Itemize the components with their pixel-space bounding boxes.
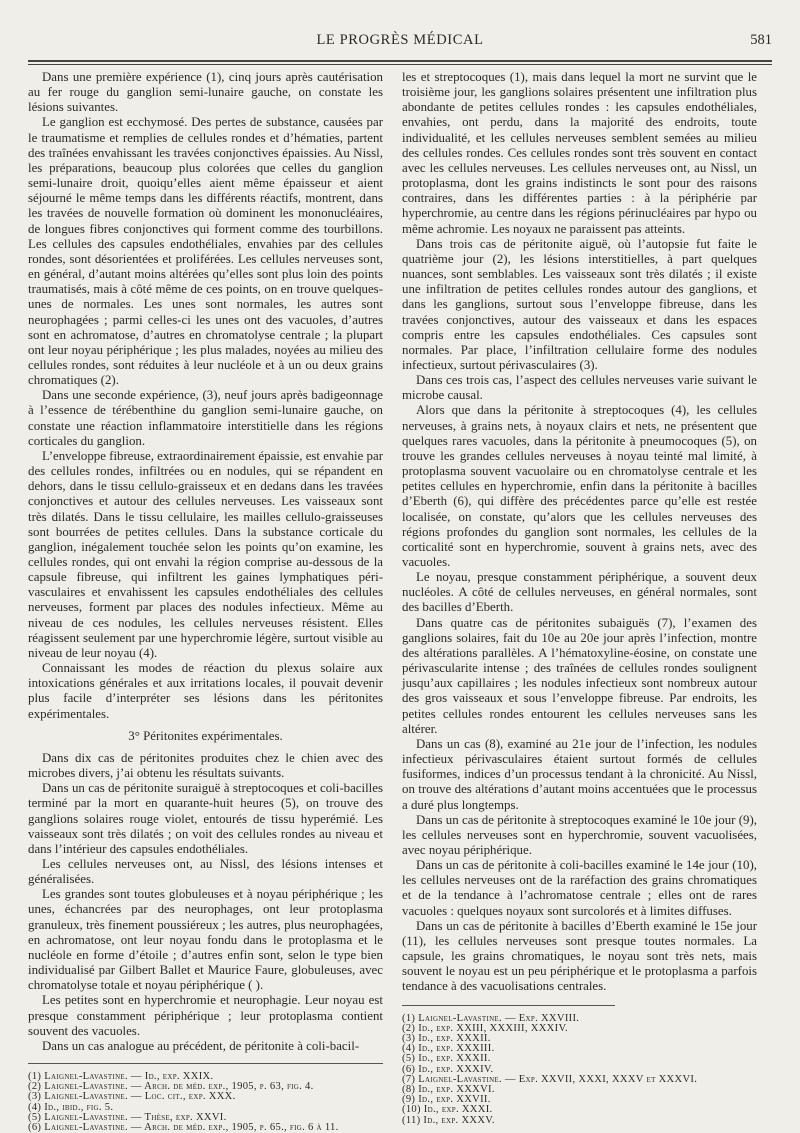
paragraph: Dans dix cas de péritonites produites chez le chien avec des microbes divers, j’ai obtenu les résultats suivants. xyxy=(28,750,383,781)
footnotes-right xyxy=(402,1014,757,1126)
page-number: 581 xyxy=(750,32,772,48)
running-title: LE PROGRÈS MÉDICAL xyxy=(316,32,484,48)
footnote: (4) Id., exp. XXXIII. xyxy=(402,1043,495,1055)
paragraph: Alors que dans la péritonite à streptocoques (4), les cellules nerveuses, à grains nets, à noyaux clairs et nets, ne présentent que quelques rares vacuoles, dans la péritonite à pneumocoques (5), on trouve les grandes cellules nerveuses à noyau teinté mal limité, à protoplasma souvent vacuolaire ou en chromatolyse centrale et les petites cellules en hyperchromie, enfin dans la péritonite à bacilles d’Eberth (6), qui diffère des précédentes parce qu’elle est restée localisée, on constate, qu’alors que les cellules nerveuses des régions profondes du ganglion sont normales, les cellules de la corticalité sont en hyperchromie, souvent à grains nets, avec des vacuoles. xyxy=(402,403,757,569)
footnote: (3) Id., exp. XXXII. xyxy=(402,1032,491,1044)
header-rule xyxy=(28,60,772,62)
paragraph: les et streptocoques (1), mais dans lequel la mort ne survint que le troisième jour, les ganglions solaires présentent une infiltration plus abondante de petites cellules rondes : les capsules endothéliales, envahies, ont perdu, dans la majorité des endroits, toute individualité, et les cellules nerveuses semblent semées au milieu des cellules rondes. Ces cellules rondes sont très souvent en contact avec les cellules nerveuses. Les cellules nerveuses ont, au Nissl, un protoplasma, dont les grains indistincts le sont pour des raisons contraires, dans les différentes parties : à la périphérie par hyperchromie, au centre dans les régions périnucléaires par hypo ou même achromie. Les noyaux ne paraissent pas atteints. xyxy=(402,70,757,236)
page-header xyxy=(28,32,772,54)
footnote: (5) Laignel-Lavastine. — Thèse, exp. XXVI. xyxy=(28,1111,227,1123)
left-column xyxy=(28,70,383,1133)
footnote: (2) Laignel-Lavastine. — Arch. de méd. exp., 1905, p. 63, fig. 4. xyxy=(28,1081,314,1093)
paragraph: Connaissant les modes de réaction du plexus solaire aux intoxications générales et aux irritations locales, il pouvait devenir plus facile d’interpréter ses lésions dans les péritonites expérimentales. xyxy=(28,661,383,721)
footnotes-left xyxy=(28,1072,383,1133)
paragraph: Dans un cas de péritonite à coli-bacilles examiné le 14e jour (10), les cellules nerveuses ont de la raréfaction des grains chromatiques et de la tendance à l’achromatose centrale ; elles ont de rares vacuoles : quelques noyaux sont surcolorés et à limites diffuses. xyxy=(402,858,757,918)
footnote: (2) Id., exp. XXIII, XXXIII, XXXIV. xyxy=(402,1022,568,1034)
paragraph: Les grandes sont toutes globuleuses et à noyau périphérique ; les unes, échancrées par des neurophages, ont leur protoplasma granuleux, très finement poussiéreux ; les autres, plus neurophagées, en achromatose, ont leur noyau fondu dans le protoplasma et le nucléole en forme d’étoile ; d’autres enfin sont, selon le type bien individualisé par Gilbert Ballet et Maurice Faure, globuleuses, avec chromatolyse totale et noyau périphérique ( ). xyxy=(28,887,383,993)
footnote: (3) Laignel-Lavastine. — Loc. cit., exp. XXX. xyxy=(28,1091,236,1103)
right-column xyxy=(402,70,757,1126)
footnote: (5) Id., exp. XXXII. xyxy=(402,1053,491,1065)
footnote: (9) Id., exp. XXVII. xyxy=(402,1094,491,1106)
footnote: (8) Id., exp. XXXVI. xyxy=(402,1083,495,1095)
footnote: (11) Id., exp. XXXV. xyxy=(402,1114,495,1126)
footnote: (7) Laignel-Lavastine. — Exp. XXVII, XXXI, XXXV et XXXVI. xyxy=(402,1073,698,1085)
paragraph: Le noyau, presque constamment périphérique, a souvent deux nucléoles. A côté de cellules nerveuses, en général normales, sont des bacilles d’Eberth. xyxy=(402,570,757,615)
paragraph: Dans un cas de péritonite suraiguë à streptocoques et coli-bacilles terminé par la mort en quarante-huit heures (5), on trouve des ganglions solaires rouge violet, entourés de tissu hyperémié. Les vaisseaux sont très dilatés ; on voit des cellules rondes au niveau et dans l’intérieur des capsules endothéliales. xyxy=(28,781,383,856)
paragraph: Dans un cas de péritonite à bacilles d’Eberth examiné le 15e jour (11), les cellules nerveuses sont presque toutes normales. La capsule, les grains chromatiques, le noyau sont très nets, mais souvent le noyau est un peu périphérique et le protoplasma a parfois tendance à des vacuolisations centrales. xyxy=(402,918,757,994)
paragraph: Les cellules nerveuses ont, au Nissl, des lésions intenses et généralisées. xyxy=(28,856,383,887)
footnote: (4) Id., ibid., fig. 5. xyxy=(28,1101,114,1113)
footnote: (1) Laignel-Lavastine. — Id., exp. XXIX. xyxy=(28,1071,214,1082)
header-rule-thin xyxy=(28,64,772,65)
footnote: (6) Laignel-Lavastine. — Arch. de méd. exp., 1905, p. 65., fig. 6 à 11. xyxy=(28,1122,339,1133)
paragraph: Les petites sont en hyperchromie et neurophagie. Leur noyau est presque constamment périphérique ; leur protoplasma contient souvent des vacuoles. xyxy=(28,993,383,1038)
paragraph: Dans un cas (8), examiné au 21e jour de l’infection, les nodules infectieux périvasculaires étaient surtout formés de cellules fusiformes, indices d’un processus tendant à la chronicité. Au Nissl, on trouve des altérations d’autant moins accentuées que le processus a duré plus longtemps. xyxy=(402,736,757,812)
footnote-rule xyxy=(402,1005,615,1006)
paragraph: Dans un cas analogue au précédent, de péritonite à coli-bacil- xyxy=(42,1038,360,1053)
footnote: (1) Laignel-Lavastine. — Exp. XXVIII. xyxy=(402,1012,580,1024)
paragraph: Dans trois cas de péritonite aiguë, où l’autopsie fut faite le quatrième jour (2), les lésions interstitielles, à part quelques nuances, sont semblables. Les vaisseaux sont très dilatés ; il existe une infiltration de petites cellules rondes autour des ganglions, et dans les ganglions, surtout sous l’enveloppe fibreuse, dans les travées conjonctives, autour des vaisseaux et dans les espaces compris entre les capsules endothéliales. Ces capsules sont normales. Par place, l’infiltration cellulaire forme des nodules infectieux, surtout périvasculaires (3). xyxy=(402,236,757,372)
paragraph: Dans un cas de péritonite à streptocoques examiné le 10e jour (9), les cellules nerveuses sont en hyperchromie, souvent vacuolisées, avec noyau périphérique. xyxy=(402,812,757,857)
section-heading: 3° Péritonites expérimentales. xyxy=(128,728,283,743)
paragraph: Dans quatre cas de péritonites subaiguës (7), l’examen des ganglions solaires, fait du 10e au 20e jour après l’infection, montre des altérations parallèles. A l’hématoxyline-éosine, on constate une périvascularite intense ; des traînées de cellules rondes soulignent jusqu’aux capillaires ; les nodules infectieux sont nombreux autour des gros vaisseaux et sous l’enveloppe fibreuse. Par endroits, les petites cellules rondes entourent les cellules nerveuses sans les altérer. xyxy=(402,615,757,736)
paragraph: Le ganglion est ecchymosé. Des pertes de substance, causées par le traumatisme et remplies de cellules rondes et d’hématies, partent des traînées envahissant les travées conjonctives épaissies. Au Nissl, les préparations, beaucoup plus colorées que celles du ganglion semi-lunaire droit, quoiqu’elles aient même épaisseur et aient séjourné le même temps dans les différents réactifs, montrent, dans les travées de nouvelle formation où dominent les mononucléaires, de longues fibres conjonctives qui forment comme des tourbillons. Les cellules des capsules endothéliales, envahies par des cellules rondes, sont désorientées et proliférées. Les cellules nerveuses sont, en général, d’autant moins altérées qu’elles sont plus loin des points traumatisés, mais à côté même de ces points, on en trouve quelques-unes de normales. Les unes sont normales, les autres sont neurophagées ; parmi celles-ci les unes ont des vacuoles, d’autres sont en achromatose, d’autres en chromatolyse centrale ; la plupart ont leur noyau périphérique ; les plus malades, noyées au milieu des cellules rondes, sont réduites à leur nucléole et à un ou deux grains chromatiques (2). xyxy=(28,115,383,388)
paragraph: Dans une seconde expérience, (3), neuf jours après badigeonnage à l’essence de térébenthine du ganglion semi-lunaire gauche, on constate une réaction inflammatoire interstitielle dans les régions corticales du ganglion. xyxy=(28,388,383,448)
paragraph: L’enveloppe fibreuse, extraordinairement épaissie, est envahie par des cellules rondes, infiltrées ou en nodules, qui se répandent en dehors, dans le tissu cellulo-graisseux et en dedans dans les travées conjonctives et autour des cellules nerveuses. Les vaisseaux sont très dilatés. Dans le tissu cellulaire, les mailles cellulo-graisseuses sont bourrées de petites cellules. Dans la substance corticale du ganglion, inégalement touchée selon les points qu’on examine, les cellules rondes, qui ont envahi la région comprise au-dessous de la capsule fibreuse, qui infiltrent les gaines lymphatiques péri-vasculaires et envahissent les capsules endothéliales des cellules nerveuses, forment par places des nodules infectieux. Même au niveau de ces nodules, les cellules nerveuses résistent. Elles réagissent seulement par une hyperchromie légère, surtout visible au niveau de leur noyau (4). xyxy=(28,448,383,660)
paragraph: Dans une première expérience (1), cinq jours après cautérisation au fer rouge du ganglion semi-lunaire gauche, on constate les lésions suivantes. xyxy=(28,70,383,115)
paragraph: Dans ces trois cas, l’aspect des cellules nerveuses varie suivant le microbe causal. xyxy=(402,373,757,403)
footnote: (6) Id., exp. XXXIV. xyxy=(402,1063,494,1075)
footnote-rule xyxy=(28,1063,383,1064)
footnote: (10) Id., exp. XXXI. xyxy=(402,1104,493,1116)
